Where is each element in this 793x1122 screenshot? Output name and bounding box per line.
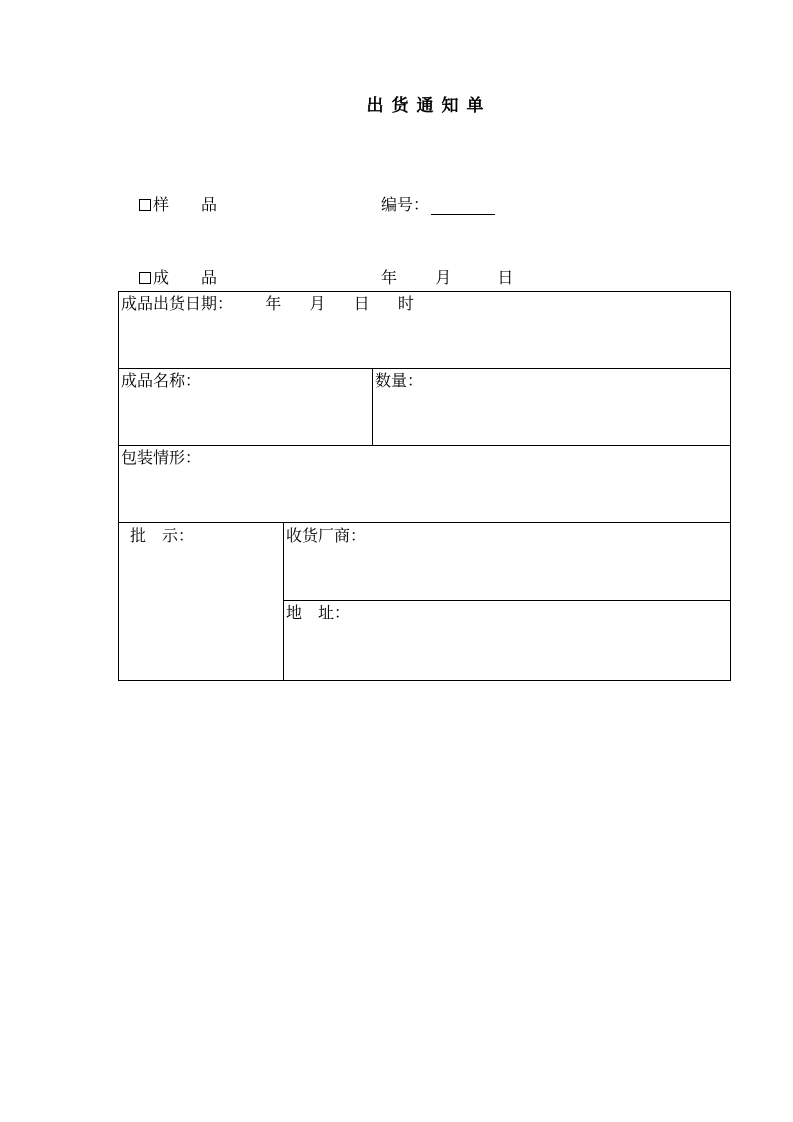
header-date-day: 日 <box>497 268 514 287</box>
ship-date-cell[interactable] <box>121 294 414 314</box>
ship-date-hour: 时 <box>397 294 414 313</box>
header-date-year: 年 <box>381 268 398 287</box>
sample-option[interactable] <box>139 195 217 215</box>
header-date-month: 月 <box>435 268 452 287</box>
document-title: 出货通知单 <box>366 96 492 116</box>
packaging-label: 包装情形： <box>121 448 202 467</box>
finished-checkbox[interactable] <box>139 272 151 284</box>
number-field <box>381 195 495 215</box>
ship-date-month: 月 <box>309 294 326 313</box>
sample-checkbox[interactable] <box>139 199 151 211</box>
receiver-label: 收货厂商： <box>286 526 367 545</box>
ship-date-day: 日 <box>353 294 370 313</box>
ship-date-label: 成品出货日期： <box>121 294 234 313</box>
approval-label: 批 示： <box>130 526 195 545</box>
quantity-label: 数量： <box>375 371 424 390</box>
sample-label: 样 品 <box>153 195 218 214</box>
address-label: 地 址： <box>286 603 351 622</box>
finished-label: 成 品 <box>153 268 218 287</box>
number-blank[interactable] <box>431 198 495 215</box>
ship-date-year: 年 <box>265 294 282 313</box>
finished-option[interactable] <box>139 268 217 288</box>
header-date <box>381 268 513 288</box>
number-label: 编号： <box>381 195 430 214</box>
product-name-label: 成品名称： <box>121 371 202 390</box>
